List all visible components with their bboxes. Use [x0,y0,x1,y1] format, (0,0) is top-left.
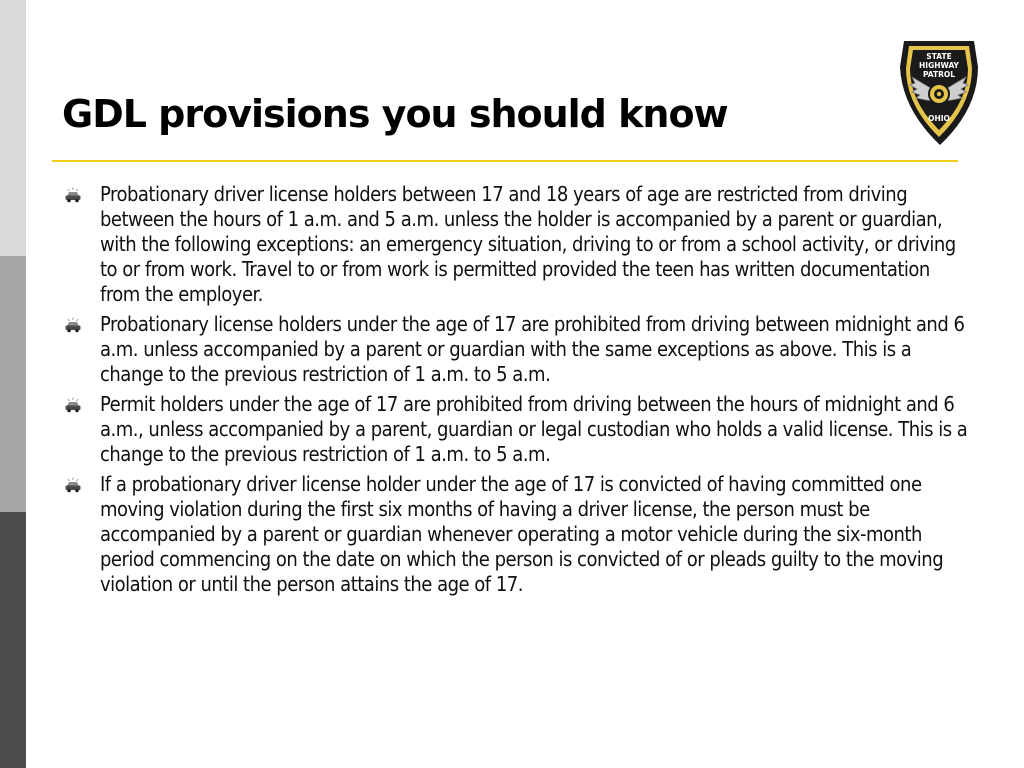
bullet-item [64,392,974,467]
car-bullet-icon [64,317,82,333]
bullet-list [64,182,974,602]
bullet-item [64,472,974,597]
bullet-text: If a probationary driver license holder under the age of 17 is convicted of having committed one moving violation during the first six months of having a driver license, the person must be accompanied by a parent or guardian whenever operating a motor vehicle during the six-month period commencing on the date on which the person is convicted of or pleads guilty to the moving violation or until the person attains the age of 17. [100,472,944,596]
highway-patrol-logo [898,37,980,149]
logo-text-highway: HIGHWAY [919,61,959,70]
side-strip-light [0,0,26,256]
side-strip-dark [0,512,26,768]
side-strip-mid [0,256,26,512]
car-bullet-icon [64,397,82,413]
bullet-item [64,182,974,307]
car-bullet-icon [64,477,82,493]
logo-text-state: STATE [926,52,952,61]
bullet-text: Probationary driver license holders between 17 and 18 years of age are restricted from driving between the hours of 1 a.m. and 5 a.m. unless the holder is accompanied by a parent or guardian, with the following exceptions: an emergency situation, driving to or from a school activity, or driving to or from work. Travel to or from work is permitted provided the teen has written documentation from the employer. [100,182,956,306]
title-underline [52,160,958,162]
car-bullet-icon [64,187,82,203]
bullet-text: Permit holders under the age of 17 are prohibited from driving between the hours of midnight and 6 a.m., unless accompanied by a parent, guardian or legal custodian who holds a valid license. This is a change to the previous restriction of 1 a.m. to 5 a.m. [100,392,968,466]
slide-title: GDL provisions you should know [62,92,728,136]
bullet-item [64,312,974,387]
bullet-text: Probationary license holders under the age of 17 are prohibited from driving between midnight and 6 a.m. unless accompanied by a parent or guardian with the same exceptions as above. This is a change to the previous restriction of 1 a.m. to 5 a.m. [100,312,965,386]
logo-text-ohio: OHIO [928,114,950,123]
logo-text-patrol: PATROL [922,70,956,79]
